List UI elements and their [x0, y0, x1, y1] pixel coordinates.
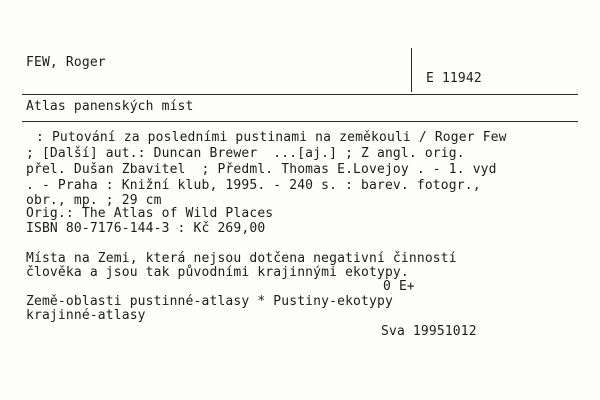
classification-code: 0 E+ [383, 279, 415, 294]
subject-line: Země-oblasti pustinné-atlasy * Pustiny-ekotypy [26, 294, 393, 309]
subject-line: krajinné-atlasy [26, 308, 146, 323]
title-heading: Atlas panenských míst [26, 99, 194, 114]
original-title-line: Orig.: The Atlas of Wild Places [26, 206, 274, 221]
description-line: : Putování za posledními pustinami na zeměkouli / Roger Few [36, 130, 507, 145]
header-rule-lower [22, 121, 578, 122]
call-number-divider [411, 48, 412, 92]
call-number: E 11942 [426, 71, 482, 86]
header-rule-upper [22, 94, 578, 95]
description-line: ; [Další] aut.: Duncan Brewer ...[aj.] ; Z angl. orig. [26, 146, 465, 161]
signature-stamp: Sva 19951012 [381, 324, 477, 339]
description-line: přel. Dušan Zbavitel ; Předml. Thomas E.Lovejoy . - 1. vyd [26, 162, 497, 177]
annotation-line: Místa na Zemi, která nejsou dotčena negativní činností [26, 251, 457, 266]
annotation-line: člověka a jsou tak původními krajinnými ekotypy. [26, 265, 409, 280]
isbn-line: ISBN 80-7176-144-3 : Kč 269,00 [26, 221, 266, 236]
author-heading: FEW, Roger [26, 55, 106, 70]
description-line: obr., mp. ; 29 cm [26, 193, 162, 208]
description-line: . - Praha : Knižní klub, 1995. - 240 s. : barev. fotogr., [26, 178, 481, 193]
